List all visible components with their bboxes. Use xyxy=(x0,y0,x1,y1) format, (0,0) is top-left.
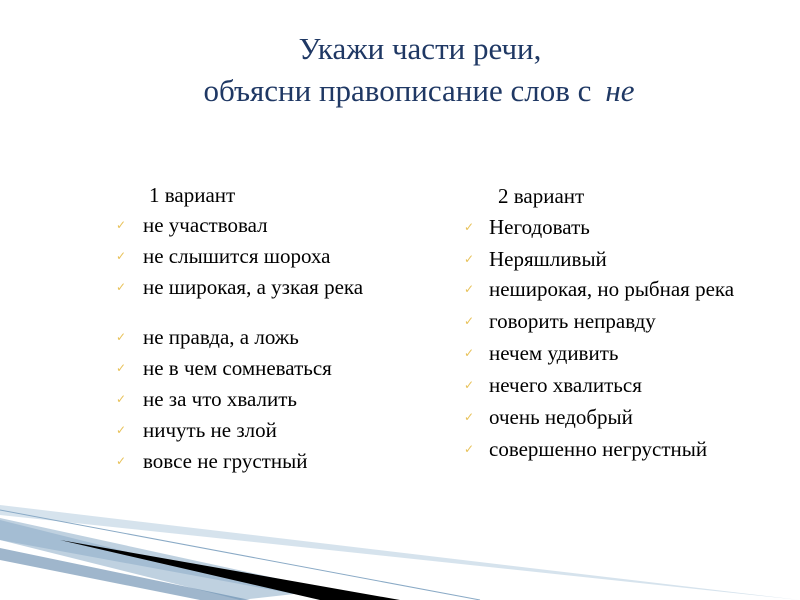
list-item: ✓ нечего хвалиться xyxy=(460,369,780,401)
variant-1-heading: 1 вариант xyxy=(149,183,236,207)
list-item: ✓ не участвовал xyxy=(112,210,442,241)
list-item: ✓ говорить неправду xyxy=(460,305,780,337)
list-item: ✓ не слышится шороха xyxy=(112,241,442,272)
list-item: ✓ не в чем сомневаться xyxy=(112,353,442,384)
title-line-2 xyxy=(0,70,800,112)
checkmark-arrow-icon: ✓ xyxy=(116,423,127,437)
variant-2-heading: 2 вариант xyxy=(498,184,585,208)
list-item: ✓ не широкая, а узкая река xyxy=(112,272,442,303)
checkmark-arrow-icon: ✓ xyxy=(464,282,475,296)
list-item: ✓ совершенно негрустный xyxy=(460,433,780,465)
variant-1-list-group-2 xyxy=(112,322,442,477)
variant-2-column xyxy=(460,181,780,465)
checkmark-arrow-icon: ✓ xyxy=(464,410,475,424)
title-line-1: Укажи части речи, xyxy=(298,31,542,66)
checkmark-arrow-icon: ✓ xyxy=(116,249,127,263)
checkmark-arrow-icon: ✓ xyxy=(116,392,127,406)
checkmark-arrow-icon: ✓ xyxy=(116,330,127,344)
list-item: ✓ вовсе не грустный xyxy=(112,446,442,477)
variant-1-column xyxy=(112,180,442,477)
checkmark-arrow-icon: ✓ xyxy=(464,314,475,328)
list-item: ✓ не правда, а ложь xyxy=(112,322,442,353)
variant-1-list-group-1 xyxy=(112,210,442,303)
checkmark-arrow-icon: ✓ xyxy=(116,361,127,375)
slide-title xyxy=(0,28,800,112)
list-item: ✓ нечем удивить xyxy=(460,337,780,369)
checkmark-arrow-icon: ✓ xyxy=(116,280,127,294)
checkmark-arrow-icon: ✓ xyxy=(464,378,475,392)
list-spacer xyxy=(112,303,442,322)
checkmark-arrow-icon: ✓ xyxy=(464,442,475,456)
list-item: ✓ не за что хвалить xyxy=(112,384,442,415)
checkmark-arrow-icon: ✓ xyxy=(464,252,475,266)
list-item: ✓ очень недобрый xyxy=(460,401,780,433)
variant-2-list xyxy=(460,211,780,465)
checkmark-arrow-icon: ✓ xyxy=(116,454,127,468)
title-accent-ne: не xyxy=(605,73,635,108)
checkmark-arrow-icon: ✓ xyxy=(464,346,475,360)
list-item: ✓ Негодовать xyxy=(460,211,780,243)
checkmark-arrow-icon: ✓ xyxy=(464,220,475,234)
list-item: ✓ Неряшливый xyxy=(460,243,780,275)
list-item: ✓ ничуть не злой xyxy=(112,415,442,446)
list-item: ✓ неширокая, но рыбная река xyxy=(464,277,735,301)
checkmark-arrow-icon: ✓ xyxy=(116,218,127,232)
title-line-2-text: объясни правописание слов с xyxy=(203,73,592,108)
